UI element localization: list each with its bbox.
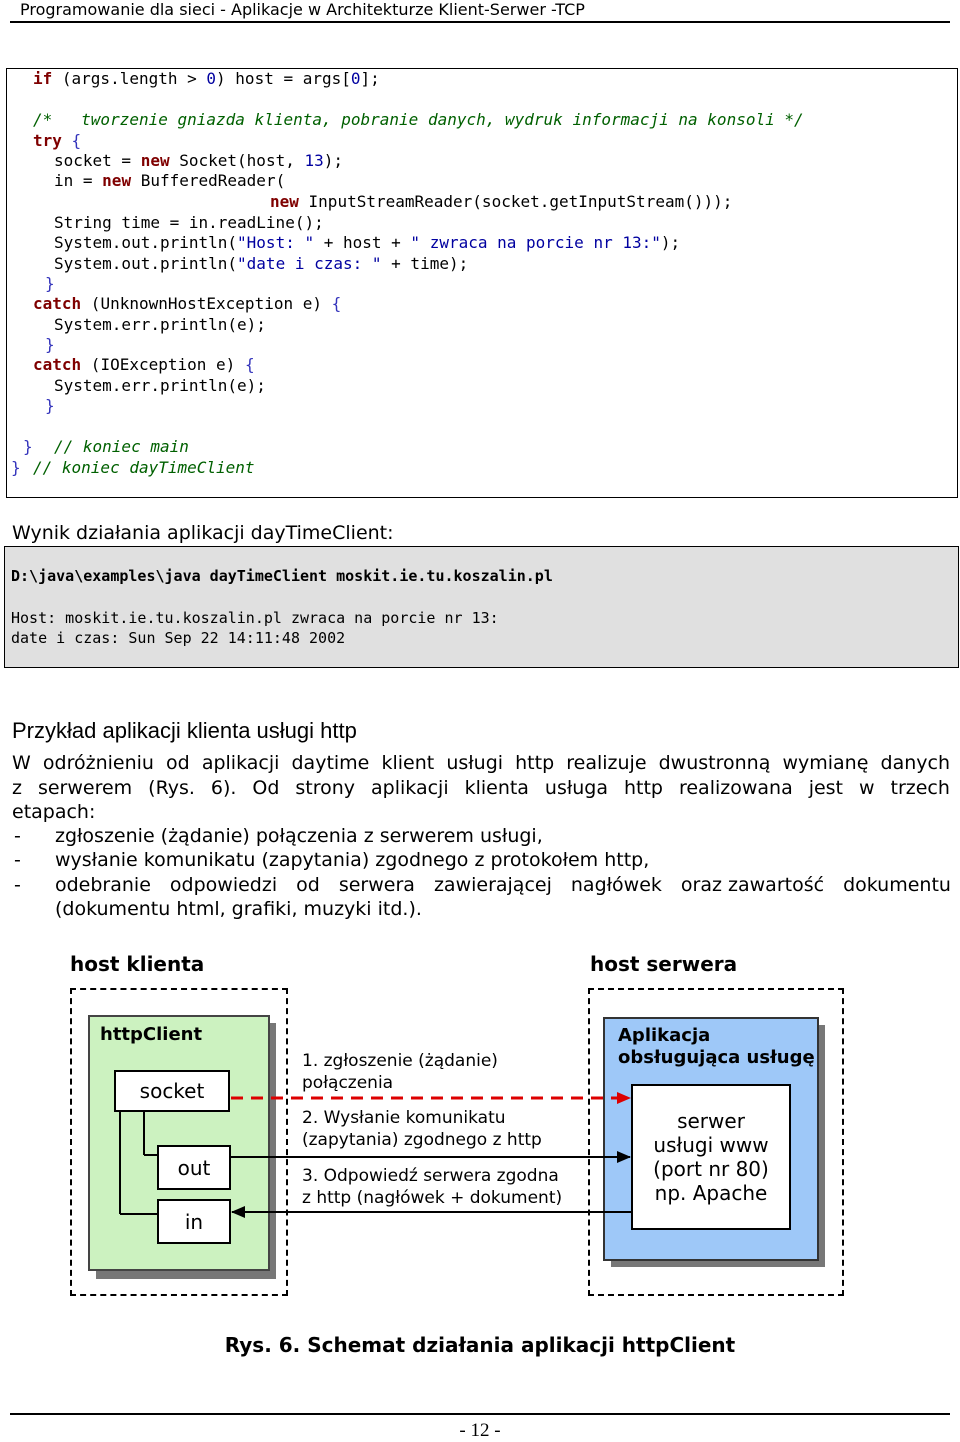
server-line: (port nr 80) [653,1157,769,1181]
code-brace: } [45,335,55,354]
console-line: date i czas: Sun Sep 22 14:11:48 2002 [11,629,346,647]
step-1-label: 1. zgłoszenie (żądanie) [302,1051,498,1071]
server-app-title: obsługująca usługę [618,1047,815,1068]
header-title: Programowanie dla sieci - Aplikacje w Architekturze Klient-Serwer -TCP [20,0,585,19]
httpclient-title: httpClient [100,1024,203,1045]
code-comment: // koniec main [54,437,189,456]
socket-box: socket [114,1070,230,1112]
console-line: Host: moskit.ie.tu.koszalin.pl zwraca na porcie nr 13: [11,609,499,627]
server-line: serwer [677,1109,745,1133]
web-server-box [631,1084,791,1230]
bullet-item: odebranie odpowiedzi od serwera zawierającej nagłówek oraz zawartość dokumentu [55,874,951,896]
code-comment: // koniec dayTimeClient [33,458,255,477]
code-line: socket = new Socket(host, 13); [54,151,343,170]
bullet-dash: - [14,825,21,847]
code-line: catch (IOException e) { [33,355,255,374]
bullet-dash: - [14,874,21,896]
code-line: new InputStreamReader(socket.getInputStream())); [270,192,733,211]
figure-caption: Rys. 6. Schemat działania aplikacji httpClient [224,1333,736,1357]
server-line: usługi www [653,1133,769,1157]
code-line: System.err.println(e); [54,315,266,334]
paragraph-line-2: z serwerem (Rys. 6). Od strony aplikacji klienta usługa http realizowana jest w trzech [12,777,950,799]
code-line: if (args.length > 0) host = args[0]; [33,69,380,88]
code-line: System.out.println("Host: " + host + " zwraca na porcie nr 13:"); [54,233,681,252]
code-line: in = new BufferedReader( [54,171,286,190]
paragraph-line-1: W odróżnieniu od aplikacji daytime klient usługi http realizuje dwustronną wymianę danych [12,752,950,774]
bullet-item: wysłanie komunikatu (zapytania) zgodnego z protokołem http, [55,849,650,871]
paragraph-line-3: etapach: [12,801,96,823]
code-line: String time = in.readLine(); [54,213,324,232]
console-command: D:\java\examples\java dayTimeClient moskit.ie.tu.koszalin.pl [11,567,553,585]
code-line: catch (UnknownHostException e) { [33,294,342,313]
step-3-label: 3. Odpowiedź serwera zgodna [302,1166,559,1186]
code-brace: } [45,396,55,415]
result-heading: Wynik działania aplikacji dayTimeClient: [12,522,394,544]
server-app-title: Aplikacja [618,1025,711,1046]
step-1-label: połączenia [302,1073,394,1093]
server-line: np. Apache [654,1181,768,1205]
server-host-label: host serwera [590,952,738,976]
bullet-item: zgłoszenie (żądanie) połączenia z serwerem usługi, [55,825,543,847]
bullet-dash: - [14,849,21,871]
footer-rule [10,1413,950,1415]
step-2-label: (zapytania) zgodnego z http [302,1130,542,1150]
code-line: try { [33,131,82,150]
code-brace: } [11,458,21,477]
bullet-continuation: (dokumentu html, grafiki, muzyki itd.). [55,898,422,920]
step-3-label: z http (nagłówek + dokument) [302,1188,563,1208]
section-title: Przykład aplikacji klienta usługi http [12,718,357,743]
client-host-label: host klienta [70,952,205,976]
code-comment: /* tworzenie gniazda klienta, pobranie danych, wydruk informacji na konsoli */ [33,110,804,129]
step-2-label: 2. Wysłanie komunikatu [302,1108,506,1128]
code-line: System.err.println(e); [54,376,266,395]
code-line: System.out.println("date i czas: " + time); [54,254,469,273]
in-box: in [157,1199,231,1244]
page-number: - 12 - [459,1420,501,1441]
code-brace: } [45,274,55,293]
out-box: out [157,1145,231,1190]
code-brace: } [23,437,33,456]
